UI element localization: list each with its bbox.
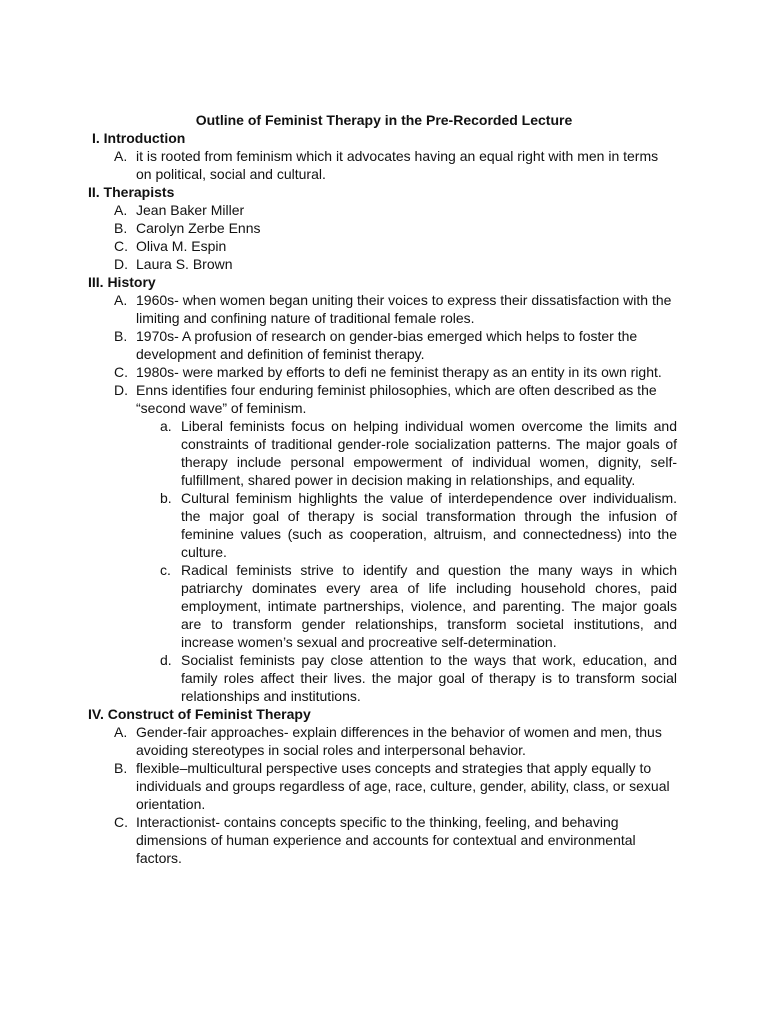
section-introduction — [0, 129, 768, 183]
item-text: Oliva M. Espin — [136, 238, 227, 254]
item-text: Laura S. Brown — [136, 256, 233, 272]
subitem-text: Radical feminists strive to identify and question the many ways in which patriarchy dominates every area of life including household chores, paid employment, intimate partnerships, violence, and parenting. The major goals are to transform gender relationships, transform societal institutions, and increase women’s sexual and procreative self-determination. — [181, 562, 677, 650]
item-label: C. — [114, 364, 128, 380]
item-label: B. — [114, 328, 128, 344]
document-title: Outline of Feminist Therapy in the Pre-Recorded Lecture — [195, 112, 573, 128]
item-label: B. — [114, 220, 128, 236]
item-label: A. — [114, 148, 128, 164]
outline-item — [0, 813, 768, 867]
section-construct — [0, 705, 768, 867]
item-text: Enns identifies four enduring feminist philosophies, which are often described as the “second wave” of feminism. — [136, 382, 657, 416]
item-label: B. — [114, 760, 128, 776]
item-text: Interactionist- contains concepts specific to the thinking, feeling, and behaving dimensions of human experience and accounts for contextual and environmental factors. — [136, 814, 636, 866]
outline-item — [0, 219, 768, 237]
item-text: flexible–multicultural perspective uses concepts and strategies that apply equally to individuals and groups regardless of age, race, culture, gender, ability, class, or sexual orientation. — [136, 760, 670, 812]
item-label: A. — [114, 724, 128, 740]
outline-subitem — [0, 651, 768, 705]
outline-item — [0, 201, 768, 219]
section-heading: II. Therapists — [88, 184, 175, 200]
item-text: 1960s- when women began uniting their voices to express their dissatisfaction with the limiting and confining nature of traditional female roles. — [136, 292, 672, 326]
section-heading: I. Introduction — [92, 130, 186, 146]
outline-item — [0, 723, 768, 759]
item-text: Carolyn Zerbe Enns — [136, 220, 261, 236]
outline-subitem — [0, 417, 768, 489]
outline-item — [0, 363, 768, 381]
item-text: 1970s- A profusion of research on gender-bias emerged which helps to foster the development and definition of feminist therapy. — [136, 328, 638, 362]
outline-item — [0, 237, 768, 255]
outline-item — [0, 291, 768, 327]
subitem-label: b. — [160, 490, 172, 506]
item-text: it is rooted from feminism which it advocates having an equal right with men in terms on political, social and cultural. — [136, 148, 659, 182]
subitem-text: Socialist feminists pay close attention to the ways that work, education, and family roles affect their lives. the major goal of therapy is to transform social relationships and institutions. — [181, 652, 677, 704]
outline-subitem — [0, 489, 768, 561]
item-text: Gender-fair approaches- explain differences in the behavior of women and men, thus avoiding stereotypes in social roles and interpersonal behavior. — [136, 724, 662, 758]
outline — [0, 129, 768, 867]
outline-item — [0, 255, 768, 273]
item-label: C. — [114, 238, 128, 254]
outline-item — [0, 381, 768, 417]
item-label: C. — [114, 814, 128, 830]
section-heading: IV. Construct of Feminist Therapy — [88, 706, 311, 722]
section-therapists — [0, 183, 768, 273]
subitem-label: c. — [160, 562, 171, 578]
item-label: D. — [114, 256, 128, 272]
item-text: 1980s- were marked by efforts to defi ne feminist therapy as an entity in its own right. — [136, 364, 662, 380]
subitem-text: Liberal feminists focus on helping individual women overcome the limits and constraints of traditional gender-role socialization patterns. The major goals of therapy include personal empowerment of individual women, dignity, self-fulfillment, shared power in decision making in relationships, and equality. — [181, 418, 677, 488]
outline-item — [0, 759, 768, 813]
item-label: D. — [114, 382, 128, 398]
item-label: A. — [114, 202, 128, 218]
subitem-label: a. — [160, 418, 172, 434]
subitem-text: Cultural feminism highlights the value of interdependence over individualism. the major goal of therapy is social transformation through the infusion of feminine values (such as cooperation, altruism, and connectedness) into the culture. — [181, 490, 677, 560]
subitem-label: d. — [160, 652, 172, 668]
outline-item — [0, 327, 768, 363]
section-heading: III. History — [88, 274, 156, 290]
section-history — [0, 273, 768, 705]
outline-item — [0, 147, 768, 183]
item-text: Jean Baker Miller — [136, 202, 245, 218]
outline-subitem — [0, 561, 768, 651]
item-label: A. — [114, 292, 128, 308]
